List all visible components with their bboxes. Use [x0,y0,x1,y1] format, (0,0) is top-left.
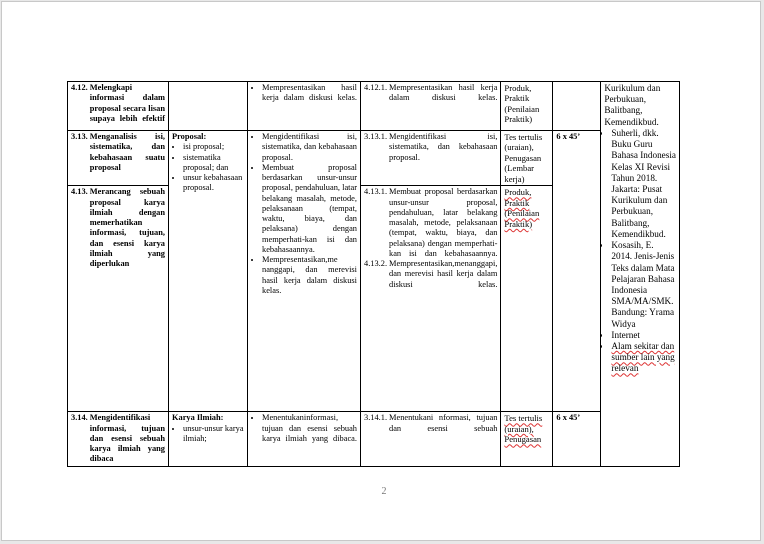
materi-cell: Karya Ilmiah: • unsur-unsur karya ilmiah; [169,412,248,466]
list-item: • Internet [611,330,676,341]
table-row [68,412,680,466]
kompetensi-dasar-cell: 3.13. Menganalisis isi, sistematika, dan kebahasaan suatu proposal [68,131,169,186]
list-item: • Menentukaninformasi, tujuan dan esensi sebuah karya ilmiah yang dibaca. [262,413,357,444]
alokasi-waktu-cell [553,82,601,131]
page-number: 2 [381,486,387,497]
list-item: • Mengidentifikasi isi, sistematika, dan kebahasaan proposal. [262,132,357,163]
kegiatan-cell [248,412,361,466]
kompetensi-dasar-cell: 4.13. Merancang sebuah proposal karya ilmiah dengan memerhatikan informasi, tujuan, dan esensi karya ilmiah yang diperlukan [68,186,169,412]
kompetensi-dasar-cell: 3.14. Mengidentifikasi informasi, tujuan dan esensi sebuah karya ilmiah yang dibaca [68,412,169,466]
sumber-belajar-cell: Kurikulum dan Perbukuan, Balitbang, Kemendikbud. • Suherli, dkk. Buku Guru Bahasa Indonesia Kelas XI Revisi Tahun 2018. Jakarta: Pusat Kurikulum dan Perbukuan, Balitbang, Kemendikbud. • Kosasih, E. 2014. Jenis-Jenis Teks dalam Mata Pelajaran Bahasa Indonesia SMA/MA/SMK. Bandung: Yrama Widya • Internet • Alam sekitar dan sumber lain yang relevan [601,82,680,467]
materi-cell: Proposal: • isi proposal; • sistematika proposal; dan • unsur kebahasaan proposal. [169,131,248,412]
table-row [68,82,680,131]
list-item: • Kosasih, E. 2014. Jenis-Jenis Teks dalam Mata Pelajaran Bahasa Indonesia SMA/MA/SMK. Bandung: Yrama Widya [611,240,676,330]
syllabus-table [67,81,680,467]
indikator-cell: 3.14.1. Menentukani nformasi, tujuan dan esensi sebuah [361,412,501,466]
list-item: • unsur-unsur karya ilmiah; [183,424,244,445]
kegiatan-cell [248,82,361,131]
indikator-cell: 3.13.1. Mengidentifikasi isi, sistematika, dan kebahasaan proposal. [361,131,501,186]
penilaian-cell: Tes tertulis (uraian), Penugasan [501,412,553,466]
kompetensi-dasar-cell: 4.12. Melengkapi informasi dalam proposal secara lisan supaya lebih efektif [68,82,169,131]
penilaian-cell: Tes tertulis (uraian), Penugasan (Lembar kerja) [501,131,553,186]
penilaian-cell: Produk, Praktik (Penilaian Praktik) [501,82,553,131]
document-page [1,1,761,541]
alokasi-waktu-cell: 6 x 45’ [553,131,601,412]
indikator-cell: 4.12.1. Mempresentasikan hasil kerja dalam diskusi kelas. [361,82,501,131]
list-item: • unsur kebahasaan proposal. [183,173,244,194]
list-item: • Membuat proposal berdasarkan unsur-unsur proposal, pendahuluan, latar belakang masalah, metode, pelaksanaan (tempat, waktu, biaya, dan pelaksana) dengan memperhati-kan isi dan kebahasaannya. [262,163,357,255]
indikator-cell: 4.13.1. Membuat proposal berdasarkan unsur-unsur proposal, pendahuluan, latar belakang masalah, metode, pelaksanaan (tempat, waktu, biaya, dan pelaksana) dengan memperhati-kan isi dan kebahasaannya. 4.13.2. Mempresentasikan,menanggapi, dan merevisi hasil kerja dalam diskusi kelas. [361,186,501,412]
materi-cell [169,82,248,131]
list-item: • Mempresentasikan,me nanggapi, dan merevisi hasil kerja dalam diskusi kelas. [262,255,357,296]
list-item: • isi proposal; [183,142,244,152]
list-item: • Alam sekitar dan sumber lain yang relevan [611,341,676,375]
penilaian-cell: Produk, Praktik (Penilaian Praktik) [501,186,553,412]
list-item: • Mempresentasikan hasil kerja dalam diskusi kelas. [262,83,357,104]
list-item: • Suherli, dkk. Buku Guru Bahasa Indonesia Kelas XI Revisi Tahun 2018. Jakarta: Pusat Kurikulum dan Perbukuan, Balitbang, Kemendikbud. [611,128,676,240]
alokasi-waktu-cell: 6 x 45’ [553,412,601,466]
kegiatan-cell [248,131,361,412]
list-item: • sistematika proposal; dan [183,153,244,174]
table-row [68,131,680,186]
